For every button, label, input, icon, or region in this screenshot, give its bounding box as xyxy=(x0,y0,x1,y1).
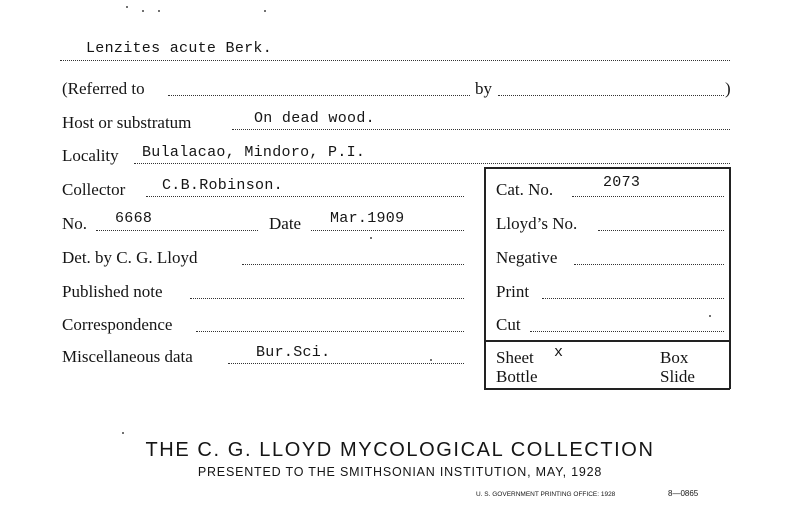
scan-speck xyxy=(264,10,266,12)
lloyds-no-line xyxy=(598,230,724,231)
cut-label: Cut xyxy=(496,315,521,334)
no-line xyxy=(96,230,258,231)
species-name: Lenzites acute Berk. xyxy=(86,40,273,57)
date-value: Mar.1909 xyxy=(330,210,405,227)
date-line xyxy=(311,230,464,231)
catalog-box-right xyxy=(729,167,731,389)
by-label: by xyxy=(475,79,492,98)
scan-speck xyxy=(126,6,128,8)
printer-imprint: U. S. GOVERNMENT PRINTING OFFICE: 1928 xyxy=(476,491,616,498)
referred-to-line xyxy=(168,95,470,96)
scan-speck xyxy=(709,315,711,317)
no-label: No. xyxy=(62,214,88,233)
collection-title: THE C. G. LLOYD MYCOLOGICAL COLLECTION xyxy=(145,439,655,461)
locality-line xyxy=(134,163,730,164)
scan-speck xyxy=(158,10,160,12)
misc-data-line xyxy=(228,363,464,364)
host-line xyxy=(232,129,730,130)
correspondence-label: Correspondence xyxy=(62,315,173,334)
no-value: 6668 xyxy=(115,210,153,227)
cat-no-line xyxy=(572,196,724,197)
det-by-label: Det. by C. G. Lloyd xyxy=(62,248,198,267)
scan-speck xyxy=(370,237,372,239)
negative-line xyxy=(574,264,724,265)
cut-line xyxy=(530,331,724,332)
host-value: On dead wood. xyxy=(254,110,375,127)
published-note-label: Published note xyxy=(62,282,163,301)
by-line xyxy=(498,95,724,96)
sheet-mark: x xyxy=(554,344,564,361)
date-label: Date xyxy=(269,214,302,233)
locality-label: Locality xyxy=(62,146,119,165)
catalog-box-bottom xyxy=(484,388,730,390)
collection-subtitle: PRESENTED TO THE SMITHSONIAN INSTITUTION, MAY, 1928 xyxy=(197,465,603,479)
published-note-line xyxy=(190,298,464,299)
collector-value: C.B.Robinson. xyxy=(162,177,283,194)
scan-speck xyxy=(430,359,432,361)
slide-label: Slide xyxy=(660,367,695,386)
bottle-label: Bottle xyxy=(496,367,538,386)
cat-no-label: Cat. No. xyxy=(496,180,554,199)
collector-line xyxy=(146,196,464,197)
catalog-box-left xyxy=(484,167,486,389)
host-label: Host or substratum xyxy=(62,113,192,132)
negative-label: Negative xyxy=(496,248,558,267)
misc-data-value: Bur.Sci. xyxy=(256,344,331,361)
catalog-box-divider xyxy=(484,340,730,342)
lloyds-no-label: Lloyd’s No. xyxy=(496,214,578,233)
referred-to-label: (Referred to xyxy=(62,79,145,98)
misc-data-label: Miscellaneous data xyxy=(62,347,193,366)
close-paren: ) xyxy=(725,79,731,98)
det-by-line xyxy=(242,264,464,265)
scan-speck xyxy=(122,432,124,434)
sheet-label: Sheet xyxy=(496,348,534,367)
species-line xyxy=(60,60,730,61)
locality-value: Bulalacao, Mindoro, P.I. xyxy=(142,144,366,161)
catalog-box-top xyxy=(484,167,730,169)
correspondence-line xyxy=(196,331,464,332)
collector-label: Collector xyxy=(62,180,126,199)
print-line xyxy=(542,298,724,299)
cat-no-value: 2073 xyxy=(603,174,641,191)
box-label: Box xyxy=(660,348,689,367)
scan-speck xyxy=(142,10,144,12)
form-code: 8—0865 xyxy=(668,489,699,498)
print-label: Print xyxy=(496,282,530,301)
